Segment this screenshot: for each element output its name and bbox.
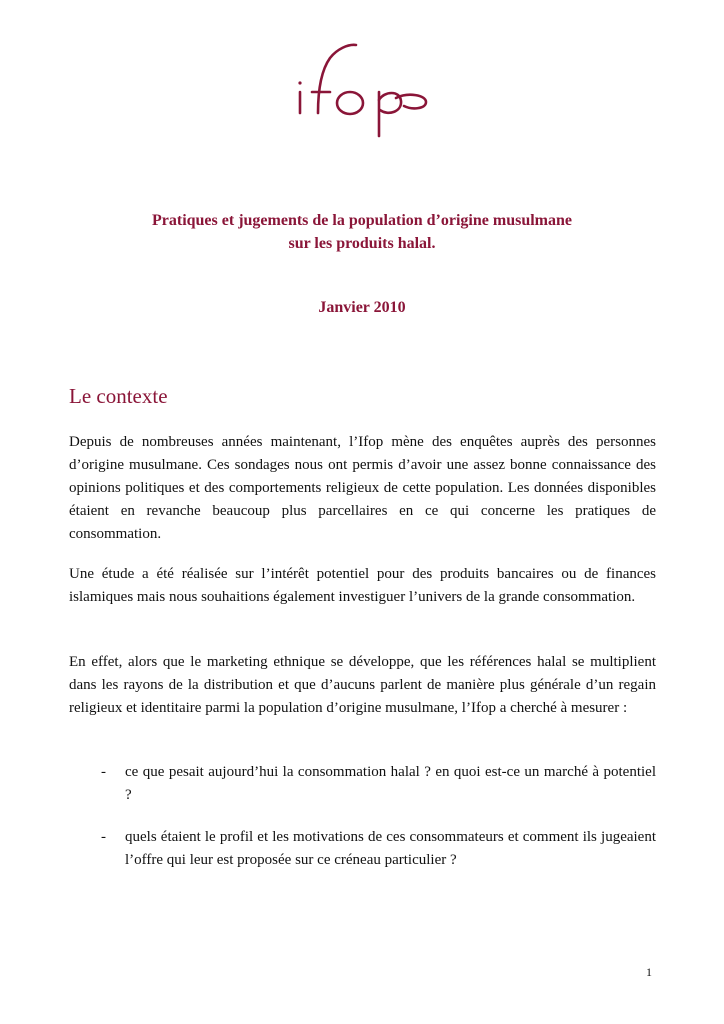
paragraph-3: En effet, alors que le marketing ethnique se développe, que les références halal se multiplient dans les rayons de la distribution et que d’aucuns parlent de manière plus générale d’un regain religieux et identitaire parmi la population d’origine musulmane, l’Ifop a cherché à mesurer : [69,654,656,716]
paragraph-1: Depuis de nombreuses années maintenant, l’Ifop mène des enquêtes auprès des personnes d’origine musulmane. Ces sondages nous ont permis d’avoir une assez bonne connaissance des opinions politiques et des comportements religieux de cette population. Les données disponibles étaient en revanche beaucoup plus parcellaires en ce qui concerne les pratiques de consommation. [69,434,656,542]
bullet-item-1 [101,761,656,807]
report-title-line-1: Pratiques et jugements de la population d’origine musulmane [151,212,572,229]
bullet-marker: - [101,764,106,780]
report-date: Janvier 2010 [318,299,406,316]
bullet-item-2 [101,826,656,872]
paragraph-2: Une étude a été réalisée sur l’intérêt potentiel pour des produits bancaires ou de finances islamiques mais nous souhaitions également investiguer l’univers de la grande consommation. [69,566,656,605]
bullet-text: ce que pesait aujourd’hui la consommation halal ? en quoi est-ce un marché à potentiel ? [125,764,656,803]
report-title-line-2: sur les produits halal. [288,235,436,252]
page-number: 1 [646,965,652,979]
section-heading: Le contexte [69,384,168,408]
ifop-logo [288,40,438,140]
ifop-logo-graphic [288,40,438,140]
bullet-marker: - [101,829,106,845]
bullet-text: quels étaient le profil et les motivations de ces consommateurs et comment ils jugeaient l’offre qui leur est proposée sur ce créneau particulier ? [125,829,656,868]
